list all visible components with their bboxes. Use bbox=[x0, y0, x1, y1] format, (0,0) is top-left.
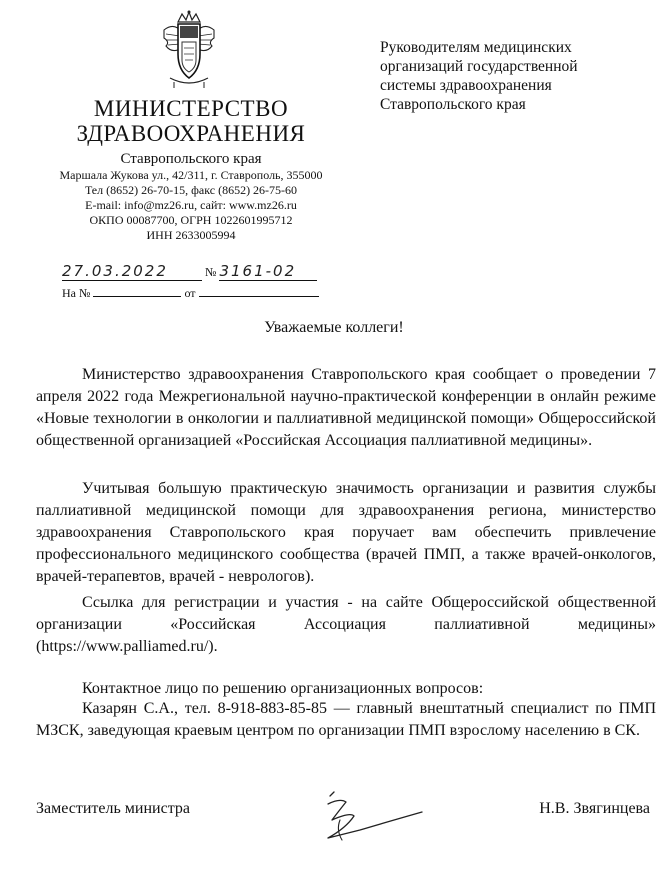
addressee-line1: Руководителям медицинских bbox=[380, 39, 572, 56]
ministry-region: Ставропольского края bbox=[120, 151, 262, 167]
reference-line bbox=[62, 286, 319, 304]
coat-of-arms-icon bbox=[160, 8, 218, 90]
signatory-name: Н.В. Звягинцева bbox=[539, 800, 650, 817]
addressee-line4: Ставропольского края bbox=[380, 96, 526, 113]
addressee-line2: организаций государственной bbox=[380, 58, 578, 75]
paragraph-1 bbox=[36, 364, 656, 452]
paragraph-2 bbox=[36, 478, 656, 588]
paragraph-1-text: Министерство здравоохранения Ставропольского края сообщает о проведении 7 апреля 2022 года Межрегиональной научно-практической конференции в онлайн режиме «Новые технологии в онкологии и паллиативной медицинской помощи» Общероссийской общественной организацией «Российская Ассоциация паллиативной медицины». bbox=[36, 366, 656, 449]
contact-details bbox=[36, 698, 656, 742]
ministry-name-line1: МИНИСТЕРСТВО bbox=[93, 96, 289, 121]
paragraph-3-text: Ссылка для регистрации и участия - на сайте Общероссийской общественной организации «Российская Ассоциация паллиативной медицины» (https://www.palliamed.ru/). bbox=[36, 594, 656, 655]
ministry-name-line2: ЗДРАВООХРАНЕНИЯ bbox=[76, 121, 306, 146]
addressee-block bbox=[380, 38, 660, 114]
greeting: Уважаемые коллеги! bbox=[264, 319, 404, 336]
reference-label: На № bbox=[62, 286, 91, 300]
ministry-okpo: ОКПО 00087700, ОГРН 1022601995712 bbox=[89, 213, 293, 227]
paragraph-3 bbox=[36, 592, 656, 658]
outgoing-date: 27.03.2022 bbox=[62, 262, 202, 281]
ministry-email: E-mail: info@mz26.ru, сайт: www.mz26.ru bbox=[85, 198, 297, 212]
contact-details-text: Казарян С.А., тел. 8-918-883-85-85 — главный внештатный специалист по ПМП МЗСК, заведующая краевым центром по организации ПМП взрослому населению в СК. bbox=[36, 700, 656, 739]
ministry-address: Маршала Жукова ул., 42/311, г. Ставрополь, 355000 bbox=[59, 168, 323, 182]
signatory-title: Заместитель министра bbox=[36, 800, 190, 817]
handwritten-signature-icon bbox=[310, 790, 430, 846]
addressee-line3: системы здравоохранения bbox=[380, 77, 552, 94]
paragraph-2-text: Учитывая большую практическую значимость организации и развития службы паллиативной медицинской помощи для здравоохранения региона, министерство здравоохранения Ставропольского края поручает вам обеспечить привлечение профессионального медицинского сообщества (врачей ПМП, а также врачей-онкологов, врачей-терапевтов, врачей - неврологов). bbox=[36, 480, 656, 585]
from-label: от bbox=[184, 286, 196, 300]
outgoing-number: 3161-02 bbox=[219, 262, 317, 281]
contact-heading bbox=[36, 678, 656, 700]
reference-number-field bbox=[93, 296, 181, 297]
contact-heading-text: Контактное лицо по решению организационных вопросов: bbox=[82, 680, 484, 697]
ministry-header bbox=[40, 96, 342, 243]
ministry-inn: ИНН 2633005994 bbox=[146, 228, 236, 242]
ministry-phone: Тел (8652) 26-70-15, факс (8652) 26-75-60 bbox=[84, 183, 298, 197]
number-label: № bbox=[205, 265, 217, 279]
outgoing-number-line bbox=[62, 262, 317, 280]
reference-date-field bbox=[199, 296, 319, 297]
